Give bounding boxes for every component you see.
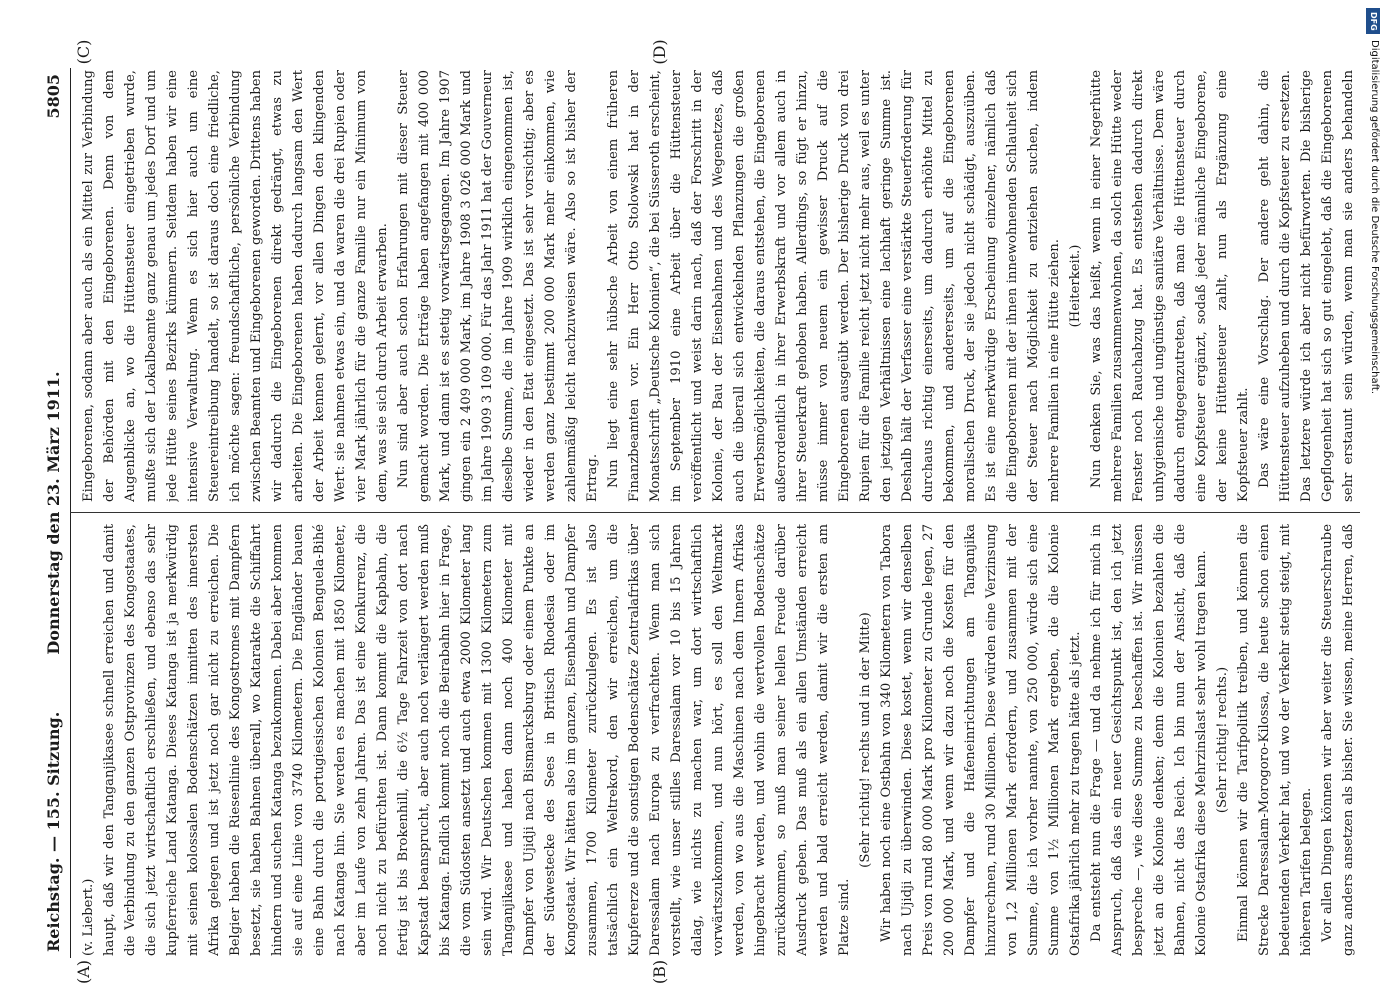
paragraph: Einmal können wir die Tarifpolitik treiben, und können die Strecke Daressalam-Morogoro-Kilossa, die heute schon einen bedeutenden Verkehr hat, und wo der Verkehr stetig steigt, mit höheren Tarifen belegen. xyxy=(1236,524,1314,956)
paragraph: Da entsteht nun die Frage — und da nehme ich für mich in Anspruch, daß das ein neuer Gesichtspunkt ist, den ich jetzt bespreche —, wie diese Summe zu beschaffen ist. Wir müssen jetzt an die Kolonie denken; denn die Kolonien bezahlen die Bahnen, nicht das Reich. Ich bin nun der Ansicht, daß die Kolonie Ostafrika diese Mehrzinslast sehr wohl tragen kann. xyxy=(1089,524,1209,956)
paragraph: Nun liegt eine sehr hübsche Arbeit von einem früheren Finanzbeamten vor. Ein Herr Otto Stolowski hat in der Monatsschrift „Deutsche Kolonien“, die bei Süsseroth erscheint, im September 1910 eine Arbeit über die Hüttensteuer veröffentlicht und weist darin nach, daß der Forschritt in der Kolonie, der Bau der Eisenbahnen und des Wegenetzes, daß auch die überall sich entwickelnden Pflanzungen die großen Erwerbsmöglichkeiten, die daraus entstehen, die Eingeborenen außerordentlich in ihrer Erwerbskraft und vor allem auch in ihrer Steuerkraft gehoben haben. Allerdings, so fügt er hinzu, müsse immer von neuem ein gewisser Druck auf die Eingeborenen ausgeübt werden. Der bisherige Druck von drei Rupien für die Familie reicht jetzt nicht mehr aus, weil es unter den jetzigen Verhältnissen eine lachhaft geringe Summe ist. Deshalb hält der Verfasser eine verstärkte Steuerforderung für durchaus richtig einerseits, um dadurch erhöhte Mittel zu bekommen, und andererseits, um auf die Eingeborenen moralischen Druck, der sie jedoch nicht schädigt, auszuüben. Es ist eine merkwürdige Erscheinung einzelner, nämlich daß die Eingeborenen mit der ihnen innewohnenden Schlauheit sich der Steuer nach Möglichkeit zu entziehen suchen, indem mehrere Familien in eine Hütte ziehen. xyxy=(606,70,1062,502)
interjection: (Heiterkeit.) xyxy=(1068,244,1083,328)
right-column xyxy=(78,70,1358,502)
paragraph: Vor allen Dingen können wir aber weiter die Steuerschraube ganz anders ansetzen als bisher. Sie wissen, meine Herren, daß xyxy=(1320,524,1356,956)
paragraph: Nun sind aber auch schon Erfahrungen mit dieser Steuer gemacht worden. Die Erträge haben angefangen mit 400 000 Mark, und dann ist es stetig vorwärtsgegangen. Im Jahre 1907 gingen ein 2 409 000 Mark, im Jahre 1908 3 026 000 Mark und im Jahre 1909 3 109 000. Für das Jahr 1911 hat der Gouverneur dieselbe Summe, die im Jahre 1909 wirklich eingenommen ist, wieder in den Etat eingesetzt. Das ist sehr vorsichtig; aber es werden ganz bestimmt 200 000 Mark mehr einkommen, wie zahlenmäßig leicht nachzuweisen wäre. Also so ist bisher der Ertrag. xyxy=(396,70,600,502)
header-date: Donnerstag den 23. März 1911. xyxy=(44,371,63,655)
paragraph: Das wäre eine Vorschlag. Der andere geht dahin, die Hüttensteuer aufzuheben und durch die Kopfsteuer zu ersetzen. Das letztere würde ich aber nicht befürworten. Die bisherige Gepflogenheit hat sich so gut eingelebt, daß die Eingeborenen sehr erstaunt sein würden, wenn man sie anders behandeln xyxy=(1257,70,1356,502)
header-rule xyxy=(70,68,71,958)
column-divider xyxy=(70,512,1360,513)
margin-mark-a: (A) xyxy=(74,959,93,985)
margin-mark-c: (C) xyxy=(74,39,93,65)
margin-mark-d: (D) xyxy=(650,39,669,65)
speaker-tag: (v. Liebert.) xyxy=(81,878,96,956)
left-column xyxy=(78,524,1358,956)
interjection: (Sehr richtig! rechts.) xyxy=(1215,666,1230,814)
dfg-logo: DFG xyxy=(1366,8,1380,34)
paragraph: Nun denken Sie, was das heißt, wenn in einer Negerhütte mehrere Familien zusammenwohnen, da solch eine Hütte weder Fenster noch Rauchabzug hat. Es entstehen dadurch direkt unhygienische und ungünstige sanitäre Verhältnisse. Dem wäre dadurch entgegenzutreten, daß man die Hüttensteuer durch eine Kopfsteuer ergänzt, sodaß jeder männliche Eingeborene, der keine Hüttensteuer zahlt, nun als Ergänzung eine Kopfsteuer zahlt. xyxy=(1089,70,1251,502)
paragraph: Wir haben noch eine Ostbahn von 340 Kilometern von Tabora nach Ujidji zu überwinden. Diese kostet, wenn wir denselben Preis von rund 80 000 Mark pro Kilometer zu Grunde legen, 27 200 000 Mark, und wenn wir dazu noch die Kosten für den Dampfer und die Hafeneinrichtungen am Tanganjika hinzurechnen, rund 30 Millionen. Diese würden eine Verzinsung von 1,2 Millionen Mark erfordern, und zusammen mit der Summe, die ich vorher nannte, von 250 000, würde sich eine Summe von 1½ Millionen Mark ergeben, die die Kolonie Ostafrika jährlich mehr zu tragen hätte als jetzt. xyxy=(879,524,1083,956)
running-header xyxy=(40,68,70,958)
header-session: Reichstag. — 155. Sitzung. xyxy=(44,711,63,952)
margin-mark-b: (B) xyxy=(650,959,669,985)
digitization-note: Digitalisierung gefördert durch die Deutsche Forschungsgemeinschaft. xyxy=(1369,40,1380,395)
interjection: (Sehr richtig! rechts und in der Mitte) xyxy=(858,612,873,868)
page-number: 5805 xyxy=(44,74,63,119)
scanned-page xyxy=(40,39,1360,985)
paragraph: haupt, daß wir den Tanganjikasee schnell erreichen und damit die Verbindung zu den ganzen Ostprovinzen des Kongostaates, die sich jetzt wirtschaftlich erschließen, und ebenso das sehr kupferreiche Land Katanga. Dieses Katanga ist ja merkwürdig mit seinen kolossalen Bodenschätzen inmitten des innersten Afrika gelegen und ist jetzt noch gar nicht zu erreichen. Die Belgier haben die Riesenlinie des Kongostromes mit Dampfern besetzt, sie haben Bahnen überall, wo Katarakte die Schiffahrt hindern und suchen Katanga bezukommen. Dabei aber kommen sie auf eine Linie von 3740 Kilometern. Die Engländer bauen eine Bahn durch die portugiesischen Kolonien Benguela-Bihé nach Katanga hin. Sie werden es machen mit 1850 Kilometer, aber im Laufe von zehn Jahren. Das ist eine Konkurrenz, die noch nicht zu befürchten ist. Dann kommt die Kapbahn, die fertig ist bis Brokenhill, die 6½ Tage Fahrzeit von dort nach Kapstadt beansprucht, aber auch noch verlängert werden muß bis Katanga. Endlich kommt noch die Beirabahn hier in Frage, die vom Südosten ansetzt und auch etwa 2000 Kilometer lang sein wird. Wir Deutschen kommen mit 1300 Kilometern zum Tanganjikasee und haben dann noch 400 Kilometer mit Dampfer von Ujidji nach Bismarcksburg oder einem Punkte an der Südwestecke des Sees in Britisch Rhodesia oder im Kongostaat. Wir hätten also im ganzen, Eisenbahn und Dampfer zusammen, 1700 Kilometer zurückzulegen. Es ist also tatsächlich ein Weltrekord, den wir erreichen, um die Kupfererze und die sonstigen Bodenschätze Zentralafrikas über Daressalam nach Europa zu verfrachten. Wenn man sich vorstellt, wie unser stilles Daressalam vor 10 bis 15 Jahren dalag, wie nichts zu machen war, um dort wirtschaftlich vorwärtszukommen, und nun hört, es soll den Weltmarkt werden, von wo aus die Maschinen nach dem Innern Afrikas hingebracht werden, und wohin die wertvollen Bodenschätze zurückkommen, so muß man seiner hellen Freude darüber Ausdruck geben. Das muß als ein allen Umständen erreicht werden und bald erreicht werden, damit wir die ersten am Platze sind. xyxy=(102,524,852,956)
paragraph: Eingeborenen, sodann aber auch als ein Mittel zur Verbindung der Behörden mit den Eingeborenen. Denn von dem Augenblicke an, wo die Hüttensteuer eingetrieben wurde, mußte sich der Lokalbeamte ganz genau um jedes Dorf und um jede Hütte seines Bezirks kümmern. Seitdem haben wir eine intensive Verwaltung. Wenn es sich hier auch um eine Steuereintreibung handelt, so ist daraus doch eine friedliche, ich möchte sagen: freundschaftliche, persönliche Verbindung zwischen Beamten und Eingeborenen geworden. Drittens haben wir dadurch die Eingeborenen direkt gedrängt, etwas zu arbeiten. Die Eingeborenen haben dadurch langsam den Wert der Arbeit kennen gelernt, vor allen Dingen den klingenden Wert: sie nahmen etwas ein, und da waren die drei Rupien oder vier Mark jährlich für die ganze Familie nur ein Minimum von dem, was sie sich durch Arbeit erwarben. xyxy=(81,70,390,502)
